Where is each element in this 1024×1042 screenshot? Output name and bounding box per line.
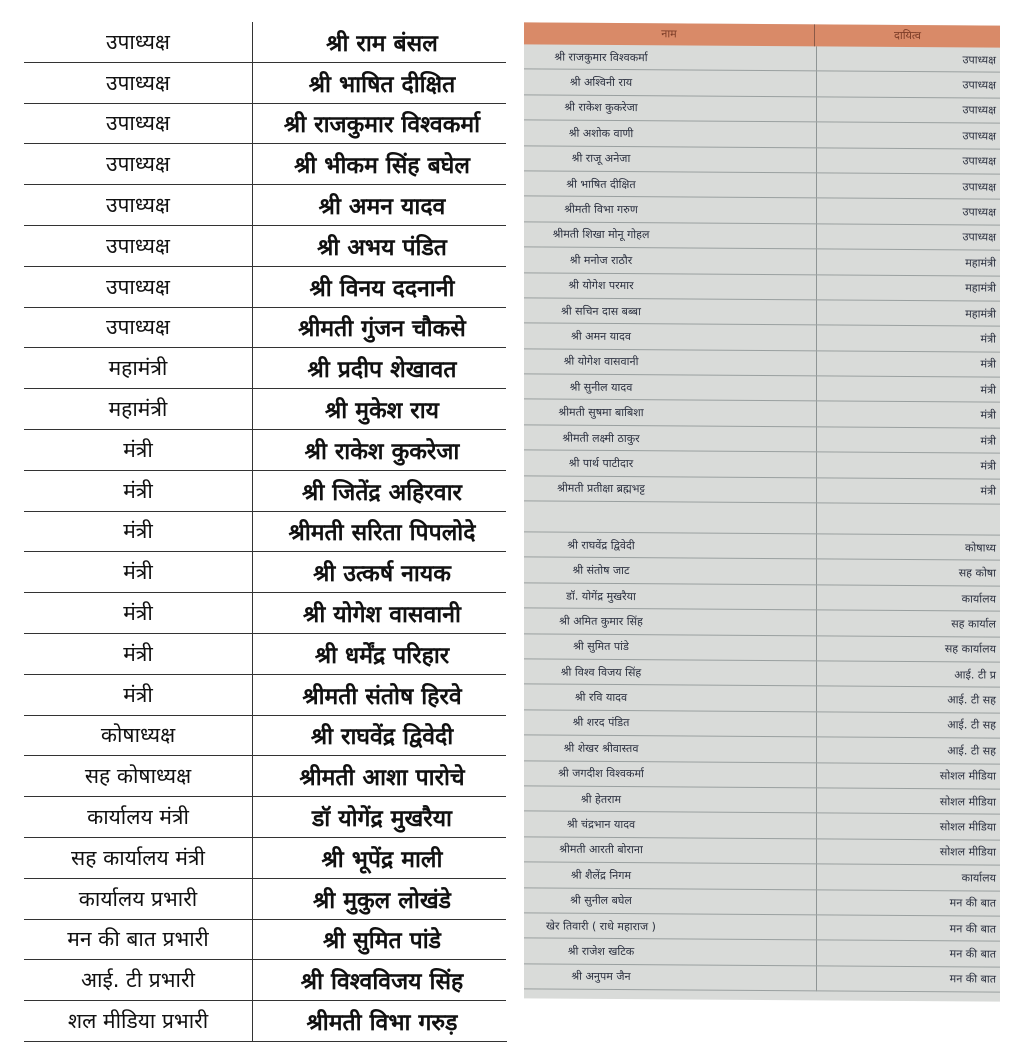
role-cell: उपाध्यक्ष — [24, 185, 253, 226]
name-cell — [524, 450, 817, 477]
role-cell: कोषाध्यक्ष — [24, 715, 253, 756]
name-text: श्री अमित कुमार सिंह — [559, 614, 643, 629]
name-text: श्री योगेश वासवानी — [563, 354, 639, 369]
role-cell: मंत्री — [817, 376, 1001, 403]
table-row — [524, 608, 1000, 637]
role-cell: उपाध्यक्ष — [24, 103, 253, 144]
name-cell — [524, 964, 817, 991]
table-row — [524, 964, 1000, 993]
name-cell — [524, 887, 817, 914]
role-cell: मंत्री — [24, 674, 253, 715]
name-cell — [524, 786, 817, 813]
name-cell — [524, 837, 817, 864]
role-cell: उपाध्यक्ष — [24, 307, 253, 348]
name-cell — [524, 425, 817, 452]
table-row — [524, 247, 1000, 276]
table-row — [524, 532, 1000, 561]
table-row — [524, 475, 1000, 504]
table-row — [524, 349, 1000, 378]
role-cell: मंत्री — [817, 401, 1001, 428]
name-cell — [524, 760, 817, 787]
table-row — [524, 710, 1000, 739]
role-cell: महामंत्री — [817, 274, 1001, 301]
name-cell: श्रीमती संतोष हिरवे — [253, 674, 508, 715]
name-cell: श्रीमती गुंजन चौकसे — [253, 307, 508, 348]
role-cell: कार्यालय — [817, 585, 1001, 612]
left-list-table — [24, 22, 507, 1042]
table-row — [24, 266, 507, 307]
role-cell: सह कार्यालय — [817, 635, 1001, 662]
role-cell: उपाध्यक्ष — [817, 147, 1001, 174]
table-row — [24, 389, 507, 430]
role-cell: महामंत्री — [817, 249, 1001, 276]
panel-divider — [506, 0, 520, 1024]
table-row — [524, 659, 1000, 688]
name-cell: श्री मुकेश राय — [253, 389, 508, 430]
table-row — [24, 429, 507, 470]
name-text: श्रीमती विभा गरुण — [564, 202, 638, 217]
name-cell — [524, 862, 817, 889]
role-cell: सह कार्याल — [817, 610, 1001, 637]
table-row — [24, 552, 507, 593]
name-cell — [524, 44, 817, 71]
table-row — [24, 797, 507, 838]
name-cell — [524, 171, 817, 198]
table-row — [24, 62, 507, 103]
name-cell — [524, 913, 817, 940]
name-text: श्री सचिन दास बब्बा — [561, 304, 641, 318]
name-cell: श्रीमती सरिता पिपलोदे — [253, 511, 508, 552]
name-cell — [524, 95, 817, 122]
name-cell — [524, 684, 817, 711]
role-cell: आई. टी सह — [817, 712, 1001, 739]
table-row — [524, 786, 1000, 815]
name-cell — [524, 196, 817, 223]
role-cell: मंत्री — [817, 478, 1001, 505]
table-row — [24, 307, 507, 348]
name-text: श्री सुमित पांडे — [573, 639, 629, 654]
name-text: श्री अशोक वाणी — [568, 126, 634, 140]
name-cell: श्री योगेश वासवानी — [253, 593, 508, 634]
table-row — [524, 196, 1000, 225]
role-cell: महामंत्री — [24, 348, 253, 389]
role-cell: उपाध्यक्ष — [24, 144, 253, 185]
name-cell: श्रीमती आशा पारोचे — [253, 756, 508, 797]
role-cell: मन की बात — [817, 889, 1001, 916]
table-row — [24, 919, 507, 960]
name-text: श्री शरद पंडित — [572, 716, 630, 730]
role-cell: सोशल मीडिया — [817, 788, 1001, 815]
name-text: श्री अनुपम जैन — [571, 970, 631, 984]
table-row — [524, 425, 1000, 454]
role-cell: मन की बात — [817, 940, 1001, 967]
name-cell — [524, 298, 817, 325]
table-row — [524, 557, 1000, 586]
table-row — [524, 323, 1000, 352]
role-cell: मंत्री — [817, 325, 1001, 352]
name-text: श्री पार्थ पाटीदार — [568, 456, 634, 471]
role-cell: मंत्री — [817, 351, 1001, 378]
role-cell: कार्यालय मंत्री — [24, 797, 253, 838]
table-row — [24, 837, 507, 878]
name-text: श्री शेखर श्रीवास्तव — [563, 741, 639, 755]
name-cell — [524, 938, 817, 965]
role-cell: सह कोषा — [817, 559, 1001, 586]
role-cell: मंत्री — [817, 427, 1001, 454]
role-cell: आई. टी प्रभारी — [24, 960, 253, 1001]
table-row — [524, 501, 1000, 535]
name-text: श्रीमती लक्ष्मी ठाकुर — [562, 431, 640, 445]
name-text: श्रीमती आरती बोराना — [559, 842, 643, 857]
name-text: श्री विश्व विजय सिंह — [560, 665, 642, 679]
table-row — [24, 225, 507, 266]
table-row — [24, 470, 507, 511]
role-cell: मंत्री — [24, 552, 253, 593]
role-cell: सोशल मीडिया — [817, 762, 1001, 789]
name-cell — [524, 633, 817, 660]
name-cell: श्री राकेश कुकरेजा — [253, 429, 508, 470]
name-cell: श्री राजकुमार विश्वकर्मा — [253, 103, 508, 144]
table-row — [24, 348, 507, 389]
role-cell: उपाध्यक्ष — [24, 225, 253, 266]
name-text: श्रीमती शिखा मोनू गोहल — [552, 227, 650, 242]
name-cell: श्री मुकुल लोखंडे — [253, 878, 508, 919]
name-cell — [524, 69, 817, 96]
table-row — [524, 862, 1000, 891]
role-cell: कोषाध्य — [817, 534, 1001, 561]
name-cell — [524, 583, 817, 610]
table-row — [524, 887, 1000, 916]
header-name-col: नाम — [524, 22, 815, 46]
table-row — [524, 145, 1000, 174]
table-row — [524, 684, 1000, 713]
role-cell: मन की बात प्रभारी — [24, 919, 253, 960]
role-cell: उपाध्यक्ष — [817, 97, 1001, 124]
name-text: श्रीमती प्रतीक्षा ब्रह्मभट्ट — [557, 481, 645, 496]
name-cell — [524, 811, 817, 838]
table-row — [24, 185, 507, 226]
name-text: श्री सुनील बघेल — [570, 893, 632, 908]
role-cell: मंत्री — [24, 470, 253, 511]
table-row — [24, 1001, 507, 1042]
name-text: श्री सुनील यादव — [569, 380, 633, 394]
name-cell — [524, 374, 817, 401]
name-cell: श्री विनय ददनानी — [253, 266, 508, 307]
table-row — [24, 22, 507, 62]
role-cell: कार्यालय — [817, 864, 1001, 891]
name-text: श्री अमन यादव — [571, 329, 631, 344]
right-list-table — [524, 44, 1000, 992]
name-cell — [524, 120, 817, 147]
name-text: श्री राकेश कुकरेजा — [564, 101, 638, 115]
name-cell: श्री उत्कर्ष नायक — [253, 552, 508, 593]
name-text: श्री मनोज राठौर — [569, 253, 633, 267]
name-cell: डॉ योगेंद्र मुखरैया — [253, 797, 508, 838]
name-cell: श्रीमती विभा गरुड़ — [253, 1001, 508, 1042]
name-cell — [524, 399, 817, 426]
table-row — [24, 878, 507, 919]
name-text: श्री रवि यादव — [574, 690, 628, 705]
role-cell: उपाध्यक्ष — [817, 71, 1001, 98]
name-cell — [524, 501, 817, 534]
table-row — [24, 674, 507, 715]
role-cell: शल मीडिया प्रभारी — [24, 1001, 253, 1042]
table-row — [524, 298, 1000, 327]
role-cell: उपाध्यक्ष — [24, 62, 253, 103]
role-cell: मंत्री — [24, 593, 253, 634]
left-list-panel — [24, 22, 502, 1037]
name-cell: श्री सुमित पांडे — [253, 919, 508, 960]
name-cell — [524, 247, 817, 274]
name-cell — [524, 735, 817, 762]
header-role-col: दायित्व — [894, 28, 921, 43]
table-row — [524, 913, 1000, 942]
role-cell: मंत्री — [24, 511, 253, 552]
table-row — [24, 715, 507, 756]
table-row — [524, 938, 1000, 967]
role-cell: महामंत्री — [24, 389, 253, 430]
name-text — [526, 520, 676, 521]
table-row — [524, 735, 1000, 764]
role-cell: मंत्री — [24, 633, 253, 674]
name-text: श्री राघवेंद्र द्विवेदी — [567, 538, 635, 552]
name-cell: श्री भाषित दीक्षित — [253, 62, 508, 103]
table-row — [524, 811, 1000, 840]
name-cell: श्री जितेंद्र अहिरवार — [253, 470, 508, 511]
table-row — [524, 222, 1000, 251]
name-cell: श्री विश्वविजय सिंह — [253, 960, 508, 1001]
name-cell: श्री राघवेंद्र द्विवेदी — [253, 715, 508, 756]
role-cell: आई. टी प्र — [817, 661, 1001, 688]
table-row — [524, 760, 1000, 789]
role-cell: कार्यालय प्रभारी — [24, 878, 253, 919]
name-cell: श्री राम बंसल — [253, 22, 508, 62]
table-row — [524, 837, 1000, 866]
role-cell: सह कोषाध्यक्ष — [24, 756, 253, 797]
role-cell: उपाध्यक्ष — [817, 46, 1001, 72]
table-row — [24, 960, 507, 1001]
role-cell: मन की बात — [817, 915, 1001, 942]
role-cell: उपाध्यक्ष — [817, 224, 1001, 251]
role-cell: सोशल मीडिया — [817, 839, 1001, 866]
right-table-header — [524, 22, 1000, 47]
role-cell: मंत्री — [817, 452, 1001, 479]
role-cell: उपाध्यक्ष — [24, 22, 253, 62]
name-text: श्री चंद्रभान यादव — [566, 817, 636, 832]
name-cell — [524, 145, 817, 172]
name-cell — [524, 557, 817, 584]
name-cell — [524, 222, 817, 249]
table-row — [524, 633, 1000, 662]
name-cell: श्री अभय पंडित — [253, 225, 508, 266]
role-cell: उपाध्यक्ष — [817, 122, 1001, 149]
table-row — [524, 171, 1000, 200]
role-cell: उपाध्यक्ष — [817, 198, 1001, 225]
table-row — [24, 633, 507, 674]
role-cell: आई. टी सह — [817, 686, 1001, 713]
name-text: श्रीमती सुषमा बाबिशा — [558, 405, 644, 420]
name-text: श्री भाषित दीक्षित — [566, 177, 636, 191]
role-cell: आई. टी सह — [817, 737, 1001, 764]
table-row — [524, 450, 1000, 479]
role-cell: उपाध्यक्ष — [817, 173, 1001, 200]
table-row — [24, 511, 507, 552]
table-row — [524, 95, 1000, 124]
name-text: श्री योगेश परमार — [568, 278, 634, 293]
table-row — [524, 44, 1000, 72]
right-list-panel — [524, 22, 1000, 1001]
name-cell — [524, 710, 817, 737]
name-cell: श्री प्रदीप शेखावत — [253, 348, 508, 389]
name-text: श्री राजू अनेजा — [571, 151, 631, 166]
name-text: श्री राजेश खटिक — [567, 944, 635, 959]
name-text: श्री अश्विनी राय — [569, 75, 633, 90]
name-text: खेर तिवारी ( राधे महाराज ) — [546, 919, 656, 933]
name-text: श्री हेतराम — [580, 792, 622, 806]
name-cell — [524, 349, 817, 376]
name-cell — [524, 608, 817, 635]
table-row — [524, 69, 1000, 98]
name-text: डॉ. योगेंद्र मुखरैया — [566, 589, 636, 603]
name-text: श्री राजकुमार विश्वकर्मा — [554, 50, 648, 64]
table-row — [524, 272, 1000, 301]
table-row — [24, 103, 507, 144]
name-cell: श्री धर्मेंद्र परिहार — [253, 633, 508, 674]
name-cell: श्री भीकम सिंह बघेल — [253, 144, 508, 185]
table-row — [524, 583, 1000, 612]
table-row — [24, 756, 507, 797]
name-cell — [524, 532, 817, 559]
table-row — [24, 593, 507, 634]
role-cell: सह कार्यालय मंत्री — [24, 837, 253, 878]
table-row — [24, 144, 507, 185]
name-cell: श्री भूपेंद्र माली — [253, 837, 508, 878]
table-row — [524, 374, 1000, 403]
table-row — [524, 399, 1000, 428]
name-cell — [524, 323, 817, 350]
role-cell: सोशल मीडिया — [817, 813, 1001, 840]
name-cell — [524, 475, 817, 502]
role-cell: मन की बात — [817, 966, 1001, 993]
name-text: श्री जगदीश विश्वकर्मा — [558, 766, 644, 781]
name-text: श्री शैलेंद्र निगम — [570, 868, 632, 882]
name-cell — [524, 272, 817, 299]
name-cell: श्री अमन यादव — [253, 185, 508, 226]
name-cell — [524, 659, 817, 686]
role-cell: मंत्री — [24, 429, 253, 470]
role-cell: महामंत्री — [817, 300, 1001, 327]
table-row — [524, 120, 1000, 149]
name-text: श्री संतोष जाट — [572, 563, 630, 578]
role-cell: उपाध्यक्ष — [24, 266, 253, 307]
role-cell — [817, 503, 1001, 535]
